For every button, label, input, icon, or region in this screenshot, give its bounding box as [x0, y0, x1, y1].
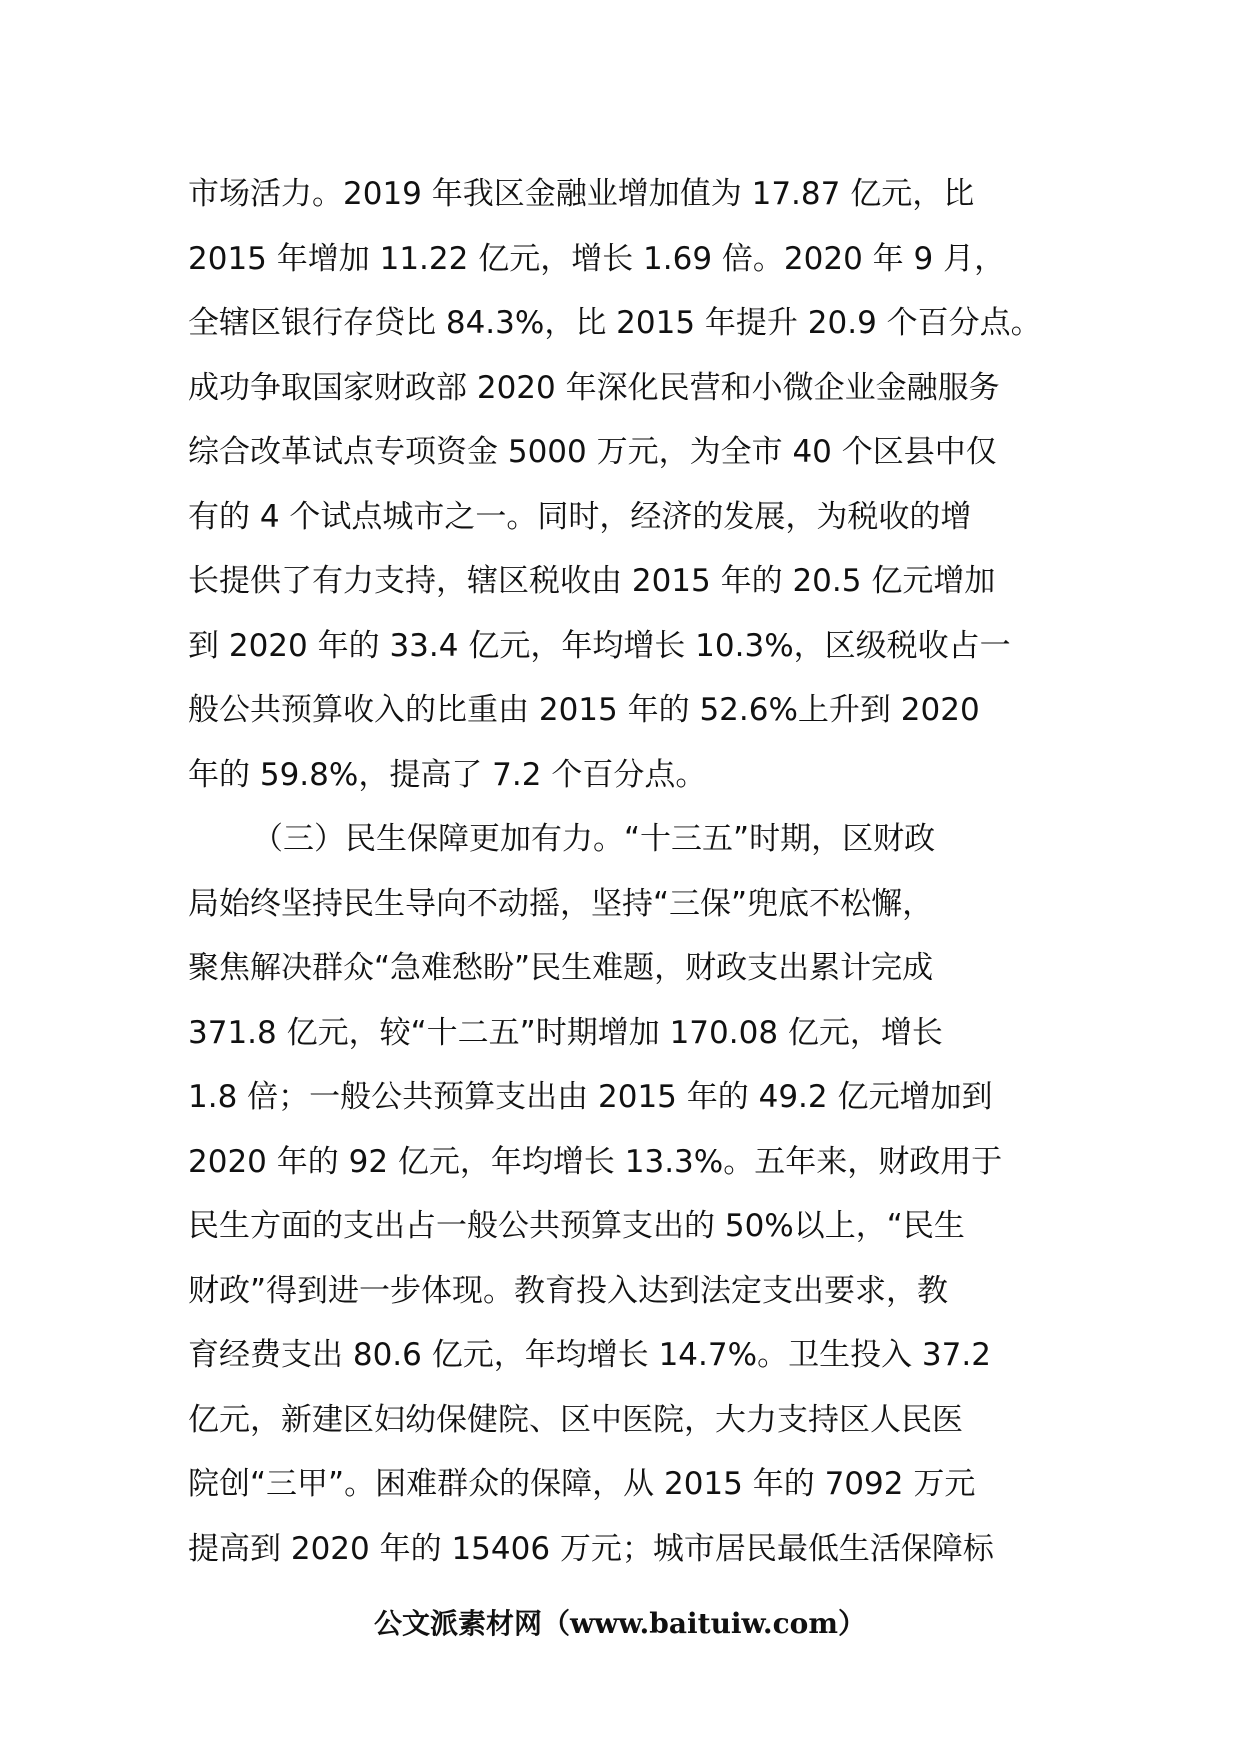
text-line: 般公共预算收入的比重由 2015 年的 52.6%上升到 2020: [188, 692, 980, 728]
text-line: 有的 4 个试点城市之一。同时，经济的发展，为税收的增: [188, 498, 972, 535]
text-line: 局始终坚持民生导向不动摇，坚持“三保”兜底不松懈，: [188, 885, 934, 922]
text-line: 亿元，新建区妇幼保健院、区中医院，大力支持区人民医: [188, 1401, 963, 1438]
text-line: 综合改革试点专项资金 5000 万元，为全市 40 个区县中仅: [188, 434, 997, 470]
text-line: 年的 59.8%，提高了 7.2 个百分点。: [188, 756, 707, 793]
text-line: 371.8 亿元，较“十二五”时期增加 170.08 亿元，增长: [188, 1014, 943, 1051]
text-line: 全辖区银行存贷比 84.3%，比 2015 年提升 20.9 个百分点。: [188, 305, 1042, 341]
text-line: 民生方面的支出占一般公共预算支出的 50%以上，“民生: [188, 1208, 965, 1244]
text-line: 长提供了有力支持，辖区税收由 2015 年的 20.5 亿元增加: [188, 563, 996, 599]
text-line: 院创“三甲”。困难群众的保障，从 2015 年的 7092 万元: [188, 1466, 976, 1502]
text-line: 2015 年增加 11.22 亿元，增长 1.69 倍。2020 年 9 月，: [188, 240, 1006, 277]
text-line: 成功争取国家财政部 2020 年深化民营和小微企业金融服务: [188, 369, 1000, 406]
text-line: 财政”得到进一步体现。教育投入达到法定支出要求，教: [188, 1272, 949, 1309]
text-line: 育经费支出 80.6 亿元，年均增长 14.7%。卫生投入 37.2: [188, 1337, 991, 1373]
text-line: 1.8 倍；一般公共预算支出由 2015 年的 49.2 亿元增加到: [188, 1079, 993, 1115]
section-heading-line: （三）民生保障更加有力。“十三五”时期，区财政: [252, 821, 936, 857]
text-line: 到 2020 年的 33.4 亿元，年均增长 10.3%，区级税收占一: [188, 627, 1011, 664]
text-line: 提高到 2020 年的 15406 万元；城市居民最低生活保障标: [188, 1530, 994, 1567]
footer-watermark: 公文派素材网（www.baituiw.com）: [374, 1607, 866, 1640]
text-line: 聚焦解决群众“急难愁盼”民生难题，财政支出累计完成: [188, 950, 934, 986]
body-text: [188, 162, 1058, 1581]
text-line: 2020 年的 92 亿元，年均增长 13.3%。五年来，财政用于: [188, 1143, 1003, 1180]
text-line: 市场活力。2019 年我区金融业增加值为 17.87 亿元，比: [188, 176, 975, 212]
